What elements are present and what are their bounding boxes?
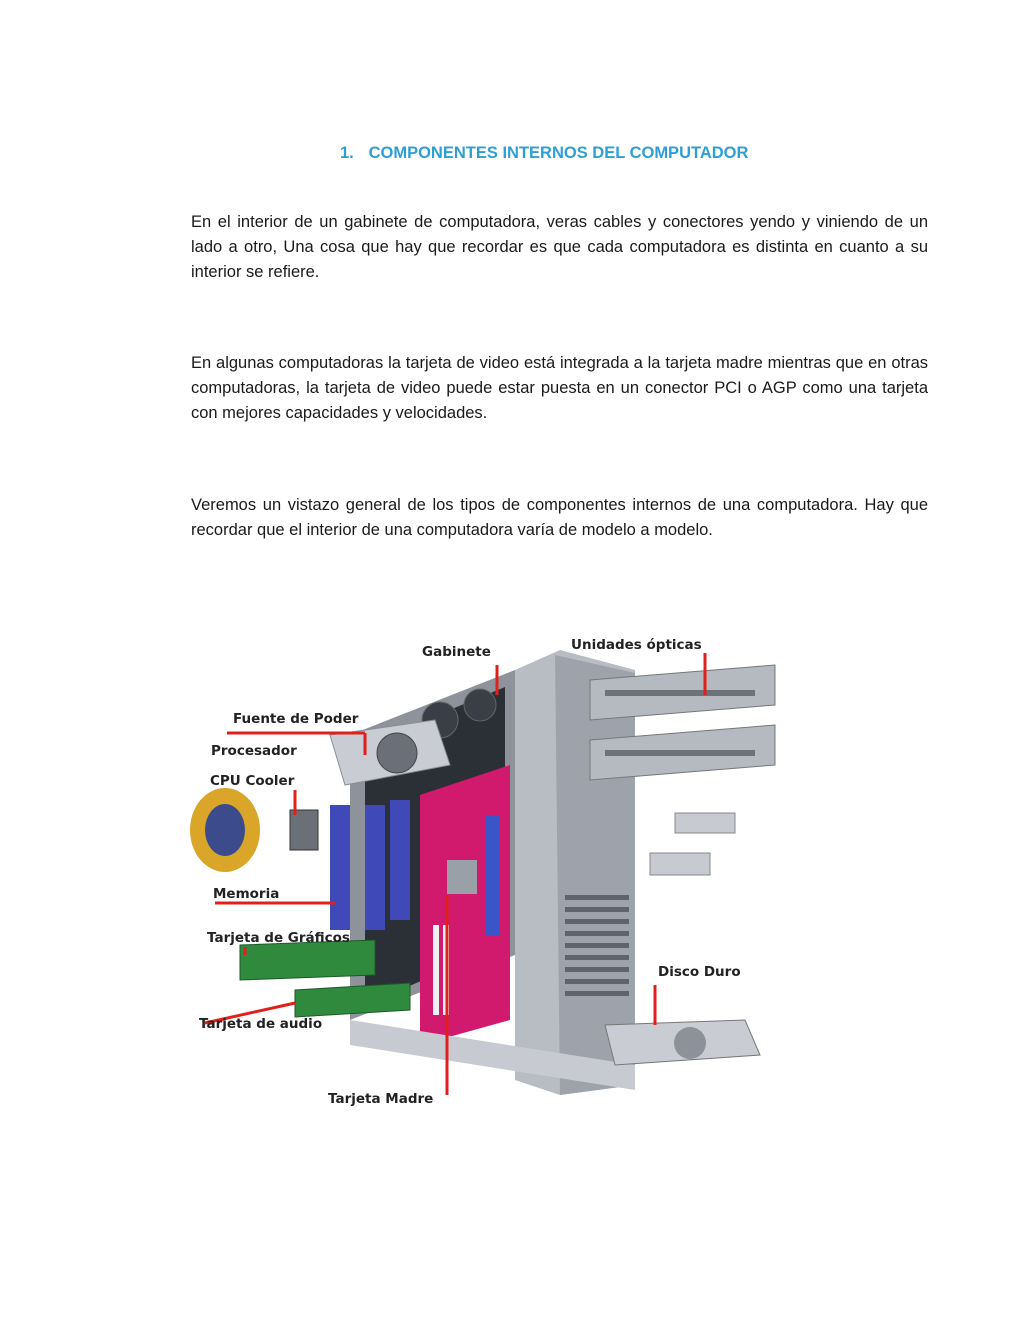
label-disco-duro: Disco Duro <box>658 964 741 980</box>
pci-slot <box>433 925 439 1015</box>
computer-components-figure <box>185 625 785 1115</box>
agp-slot <box>485 815 499 935</box>
label-memoria: Memoria <box>213 886 280 902</box>
heading-number: 1. <box>340 144 354 162</box>
label-tarjeta-madre: Tarjeta Madre <box>328 1091 434 1107</box>
card-reader <box>650 853 710 875</box>
psu-fan-icon <box>377 733 417 773</box>
floppy-drive <box>675 813 735 833</box>
label-fuente-de-poder: Fuente de Poder <box>233 711 359 727</box>
processor-chip <box>290 810 318 850</box>
label-procesador: Procesador <box>211 743 297 759</box>
memory-module <box>365 805 385 930</box>
label-unidades-opticas: Unidades ópticas <box>571 637 702 653</box>
label-cpu-cooler: CPU Cooler <box>210 773 295 789</box>
paragraph-3: Veremos un vistazo general de los tipos de componentes internos de una computadora. Hay que recordar que el interior de una computadora varía de modelo a modelo. <box>191 496 928 539</box>
fan-icon <box>464 689 496 721</box>
heatsink <box>447 860 477 894</box>
label-tarjeta-graficos: Tarjeta de Gráficos <box>207 930 350 946</box>
memory-module <box>390 800 410 920</box>
label-tarjeta-audio: Tarjeta de audio <box>199 1016 323 1032</box>
computer-illustration <box>185 625 785 1115</box>
memory-module <box>330 805 350 930</box>
heading-text: COMPONENTES INTERNOS DEL COMPUTADOR <box>368 144 749 162</box>
paragraph-2: En algunas computadoras la tarjeta de video está integrada a la tarjeta madre mientras que en otras computadoras, la tarjeta de video puede estar puesta en un conector PCI o AGP como una tarjeta con mejores capacidades y velocidades. <box>191 354 928 422</box>
hard-disk <box>605 1020 760 1065</box>
cpu-cooler <box>190 788 260 872</box>
graphics-card <box>240 940 375 980</box>
label-gabinete: Gabinete <box>422 644 491 660</box>
front-grill <box>565 895 629 996</box>
audio-card <box>295 983 410 1017</box>
section-heading <box>340 144 748 163</box>
paragraph-1: En el interior de un gabinete de computadora, veras cables y conectores yendo y viniendo de un lado a otro, Una cosa que hay que recordar es que cada computadora es distinta en cuanto a su interior se refiere. <box>191 213 928 281</box>
